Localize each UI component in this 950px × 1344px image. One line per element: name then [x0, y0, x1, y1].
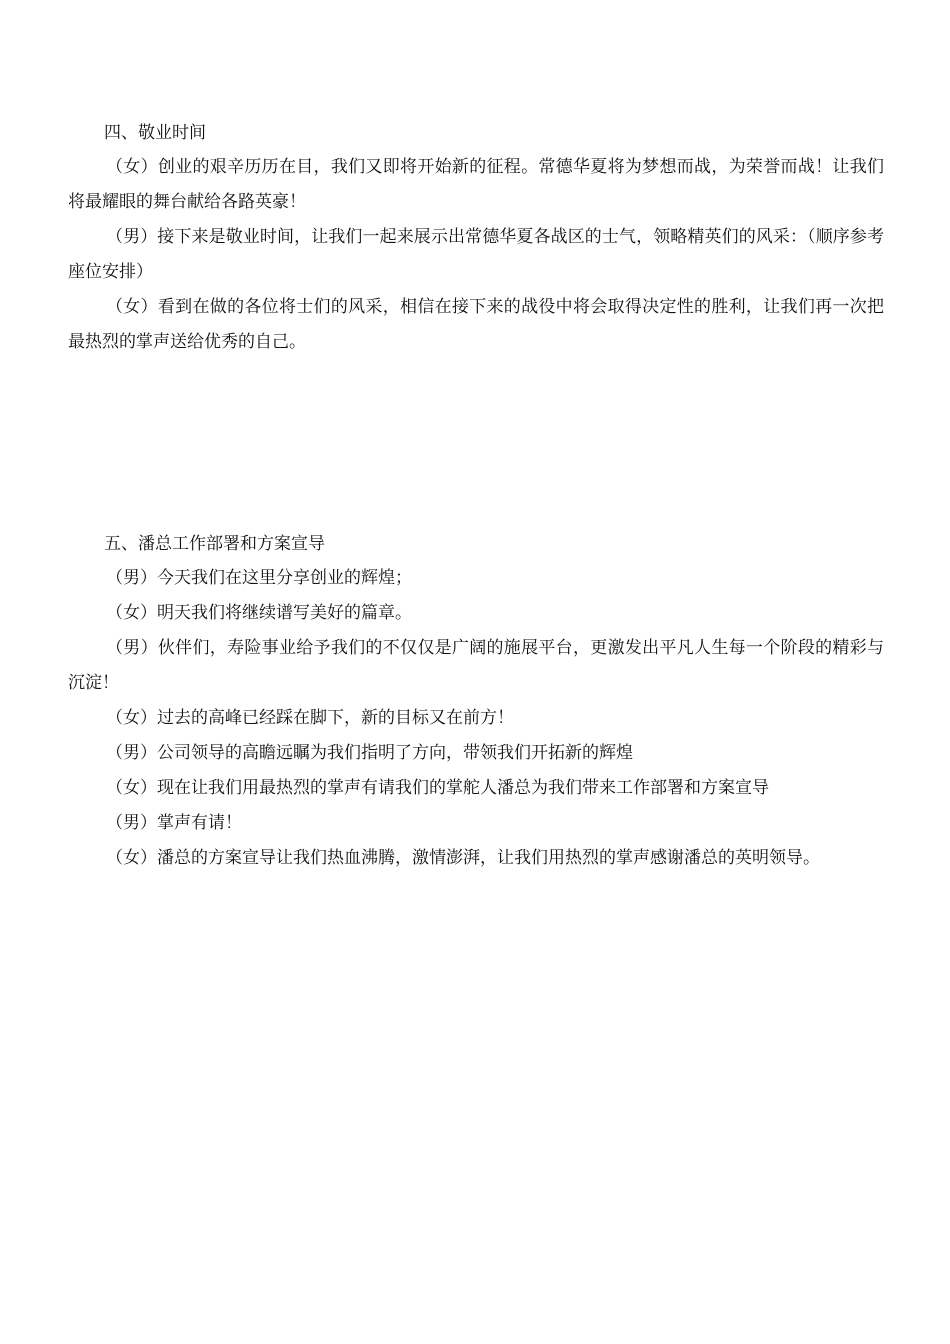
section-respect-time — [68, 116, 884, 360]
paragraph: （男）掌声有请！ — [106, 813, 242, 833]
paragraph: （女）潘总的方案宣导让我们热血沸腾，激情澎湃，让我们用热烈的掌声感谢潘总的英明领导。 — [106, 848, 820, 868]
paragraph: （男）公司领导的高瞻远瞩为我们指明了方向，带领我们开拓新的辉煌 — [106, 743, 633, 763]
section-heading: 四、敬业时间 — [104, 123, 206, 143]
section-work-deployment — [68, 527, 884, 876]
paragraph: （男）伙伴们，寿险事业给予我们的不仅仅是广阔的施展平台，更激发出平凡人生每一个阶段的精彩与沉淀！ — [68, 638, 884, 693]
section-heading: 五、潘总工作部署和方案宣导 — [104, 534, 325, 554]
paragraph: （女）现在让我们用最热烈的掌声有请我们的掌舵人潘总为我们带来工作部署和方案宣导 — [106, 778, 769, 798]
paragraph: （女）明天我们将继续谱写美好的篇章。 — [106, 603, 412, 623]
paragraph: （女）过去的高峰已经踩在脚下，新的目标又在前方！ — [106, 708, 514, 728]
paragraph: （女）看到在做的各位将士们的风采，相信在接下来的战役中将会取得决定性的胜利，让我们再一次把最热烈的掌声送给优秀的自己。 — [68, 297, 884, 352]
paragraph: （男）今天我们在这里分享创业的辉煌； — [106, 568, 412, 588]
paragraph: （女）创业的艰辛历历在目，我们又即将开始新的征程。常德华夏将为梦想而战，为荣誉而战！让我们将最耀眼的舞台献给各路英豪！ — [68, 157, 884, 212]
paragraph: （男）接下来是敬业时间，让我们一起来展示出常德华夏各战区的士气，领略精英们的风采：（顺序参考座位安排） — [68, 227, 884, 282]
